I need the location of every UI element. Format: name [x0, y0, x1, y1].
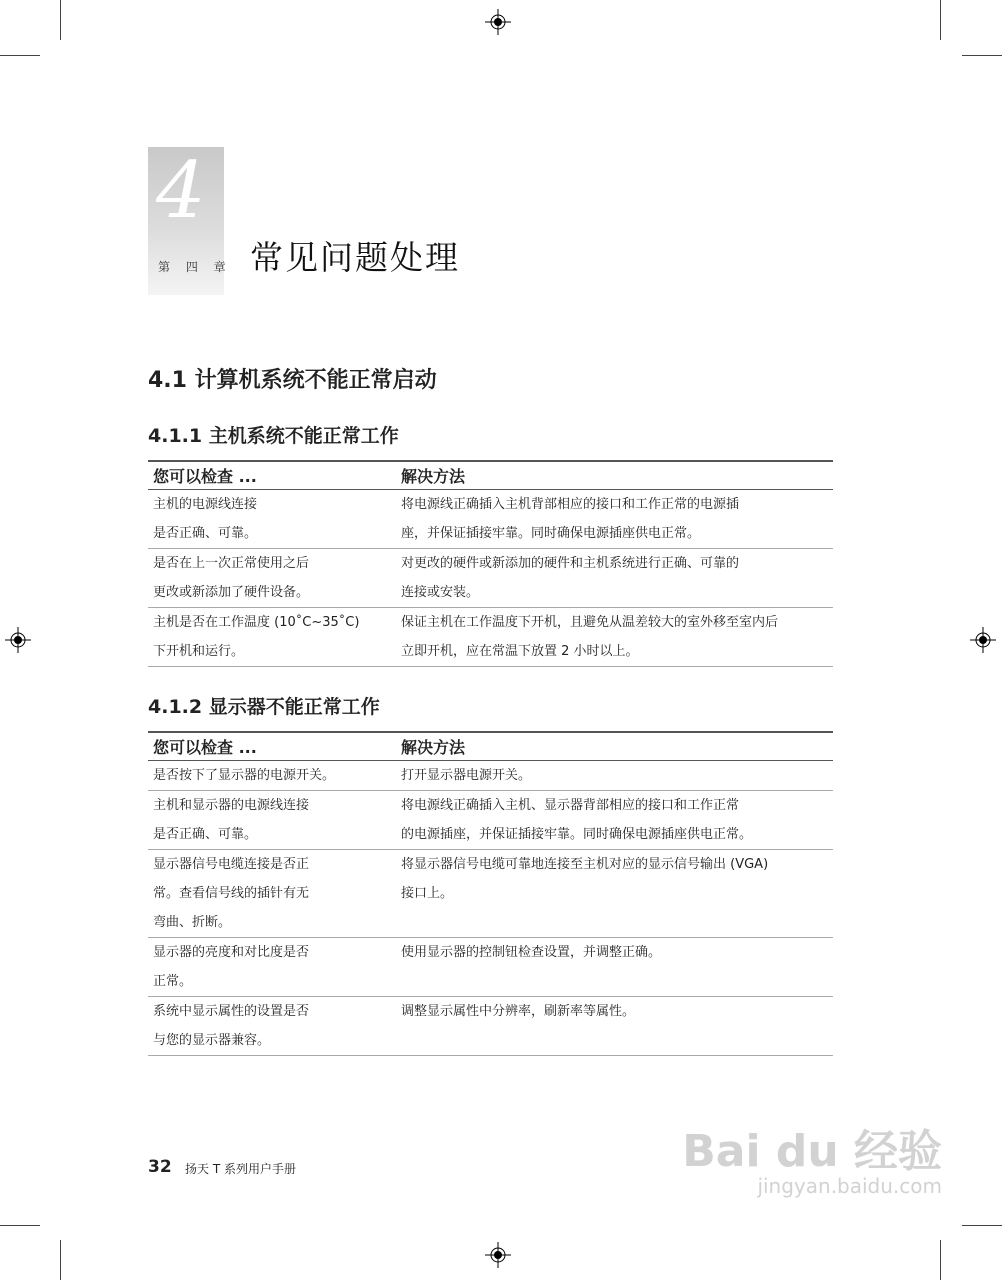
table-row [148, 997, 833, 1056]
baidu-jingyan-watermark [682, 1126, 942, 1198]
solution-cell [396, 997, 833, 1056]
cell-line: 弯曲、折断。 [153, 915, 232, 930]
column-header-solution: 解决方法 [396, 461, 833, 490]
crop-mark [60, 0, 61, 40]
chapter-title: 常见问题处理 [250, 238, 460, 277]
check-cell [148, 997, 396, 1056]
section-title: 4.1 计算机系统不能正常启动 [148, 368, 437, 393]
crop-mark [962, 55, 1002, 56]
cell-line: 主机和显示器的电源线连接 [153, 798, 310, 813]
crop-mark [0, 55, 40, 56]
solution-cell [396, 490, 833, 549]
cell-line: 使用显示器的控制钮检查设置，并调整正确。 [401, 945, 662, 960]
cell-line: 更改或新添加了硬件设备。 [153, 585, 310, 600]
page-number: 32 [148, 1157, 172, 1177]
cell-line: 对更改的硬件或新添加的硬件和主机系统进行正确、可靠的 [401, 556, 740, 571]
cell-line: 的电源插座，并保证插接牢靠。同时确保电源插座供电正常。 [401, 827, 753, 842]
solution-cell [396, 608, 833, 667]
cell-line: 下开机和运行。 [153, 644, 245, 659]
cell-line: 是否正确、可靠。 [153, 526, 258, 541]
cell-line: 连接或安装。 [401, 585, 480, 600]
table-row [148, 938, 833, 997]
registration-mark-icon [5, 627, 31, 653]
cell-line: 将显示器信号电缆可靠地连接至主机对应的显示信号输出 (VGA) [401, 857, 769, 872]
cell-line: 显示器信号电缆连接是否正 [153, 857, 310, 872]
troubleshoot-table-host [148, 460, 833, 667]
watermark-url: jingyan.baidu.com [757, 1174, 942, 1198]
check-cell [148, 490, 396, 549]
cell-line: 调整显示属性中分辨率，刷新率等属性。 [401, 1004, 636, 1019]
cell-line: 正常。 [153, 974, 193, 989]
check-cell [148, 761, 396, 791]
check-cell [148, 938, 396, 997]
watermark-brand: Bai du 经验 [682, 1126, 942, 1177]
cell-line: 接口上。 [401, 886, 454, 901]
cell-line: 系统中显示属性的设置是否 [153, 1004, 310, 1019]
column-header-check: 您可以检查 ... [148, 732, 396, 761]
cell-line: 将电源线正确插入主机背部相应的接口和工作正常的电源插 [401, 497, 740, 512]
cell-line: 打开显示器电源开关。 [401, 768, 532, 783]
cell-line: 显示器的亮度和对比度是否 [153, 945, 310, 960]
cell-line: 与您的显示器兼容。 [153, 1033, 271, 1048]
cell-line: 座，并保证插接牢靠。同时确保电源插座供电正常。 [401, 526, 701, 541]
solution-cell [396, 938, 833, 997]
cell-line: 是否正确、可靠。 [153, 827, 258, 842]
check-cell [148, 791, 396, 850]
table-row [148, 608, 833, 667]
table-row [148, 490, 833, 549]
troubleshoot-table-monitor [148, 731, 833, 1056]
crop-mark [940, 1240, 941, 1280]
cell-line: 立即开机，应在常温下放置 2 小时以上。 [401, 644, 639, 659]
check-cell [148, 850, 396, 938]
crop-mark [940, 0, 941, 40]
chapter-number: 4 [156, 146, 206, 236]
cell-line: 常。查看信号线的插针有无 [153, 886, 310, 901]
column-header-check: 您可以检查 ... [148, 461, 396, 490]
crop-mark [962, 1225, 1002, 1226]
subsection-title: 4.1.1 主机系统不能正常工作 [148, 425, 399, 447]
solution-cell [396, 549, 833, 608]
solution-cell [396, 761, 833, 791]
cell-line: 主机是否在工作温度 (10˚C~35˚C) [153, 615, 360, 630]
cell-line: 保证主机在工作温度下开机，且避免从温差较大的室外移至室内后 [401, 615, 779, 630]
solution-cell [396, 791, 833, 850]
crop-mark [60, 1240, 61, 1280]
cell-line: 是否按下了显示器的电源开关。 [153, 768, 336, 783]
chapter-label: 第 四 章 [158, 260, 232, 274]
cell-line: 主机的电源线连接 [153, 497, 258, 512]
manual-title: 扬天 T 系列用户手册 [185, 1162, 296, 1176]
check-cell [148, 608, 396, 667]
registration-mark-icon [970, 627, 996, 653]
column-header-solution: 解决方法 [396, 732, 833, 761]
check-cell [148, 549, 396, 608]
table-row [148, 761, 833, 791]
subsection-title: 4.1.2 显示器不能正常工作 [148, 696, 380, 718]
table-row [148, 850, 833, 938]
registration-mark-icon [485, 1242, 511, 1268]
solution-cell [396, 850, 833, 938]
table-row [148, 791, 833, 850]
registration-mark-icon [485, 9, 511, 35]
crop-mark [0, 1225, 40, 1226]
table-row [148, 549, 833, 608]
cell-line: 将电源线正确插入主机、显示器背部相应的接口和工作正常 [401, 798, 740, 813]
cell-line: 是否在上一次正常使用之后 [153, 556, 310, 571]
